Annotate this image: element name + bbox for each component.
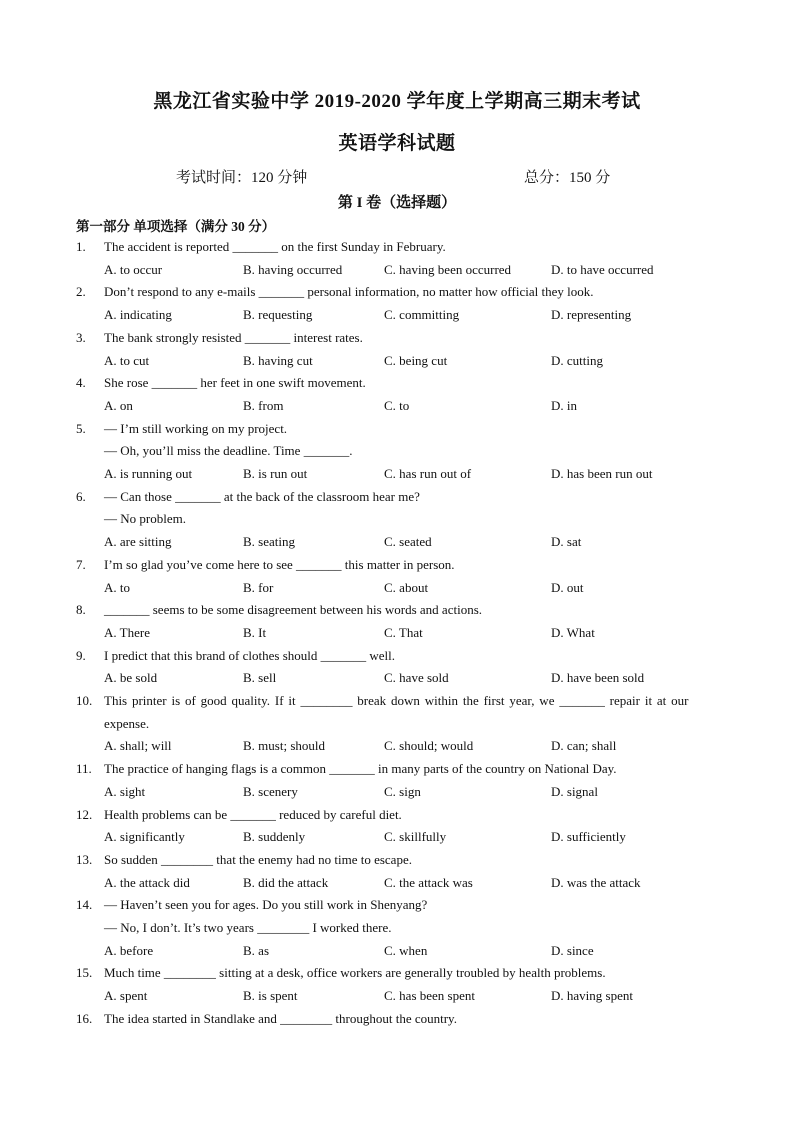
option-a: A. significantly	[104, 829, 185, 845]
question-text: This printer is of good quality. If it ________ break down within the first year, we _______ repair it at our	[104, 693, 689, 708]
question-text: — Can those _______ at the back of the classroom hear me?	[104, 488, 420, 504]
option-b: B. from	[243, 397, 284, 413]
question-text: The idea started in Standlake and ________ throughout the country.	[104, 1010, 457, 1026]
option-d: D. What	[551, 624, 595, 640]
option-b: B. is spent	[243, 988, 298, 1004]
option-b: B. must; should	[243, 738, 325, 754]
option-d: D. was the attack	[551, 874, 641, 890]
option-d: D. cutting	[551, 352, 603, 368]
option-c: C. That	[384, 624, 423, 640]
option-c: C. has been spent	[384, 988, 475, 1004]
option-a: A. is running out	[104, 466, 193, 481]
option-c: C. to	[384, 397, 410, 413]
exam-title: 黑龙江省实验中学 2019-2020 学年度上学期高三期末考试	[153, 91, 641, 112]
option-b: B. having cut	[243, 352, 313, 368]
question-text: — No problem.	[104, 511, 186, 527]
exam-subtitle: 英语学科试题	[338, 133, 456, 154]
option-c: C. have sold	[384, 670, 449, 686]
option-a: A. indicating	[104, 307, 172, 323]
question-text: I’m so glad you’ve come here to see _______ this matter in person.	[104, 556, 455, 572]
option-d: D. sat	[551, 534, 582, 550]
question-text: expense.	[104, 715, 150, 731]
question-text: — No, I don’t. It’s two years ________ I worked there.	[104, 920, 392, 935]
option-c: C. has run out of	[384, 466, 472, 481]
exam-total-score: 总分：150 分	[524, 170, 611, 186]
option-d: D. since	[551, 942, 594, 958]
question-text: So sudden ________ that the enemy had no time to escape.	[104, 851, 412, 867]
question-text: The practice of hanging flags is a common _______ in many parts of the country on National Day.	[104, 761, 617, 777]
option-a: A. the attack did	[104, 874, 190, 890]
option-b: B. It	[243, 624, 267, 640]
option-c: C. when	[384, 942, 428, 958]
question-number: 12.	[76, 806, 93, 822]
option-c: C. being cut	[384, 352, 448, 368]
question-number: 9.	[76, 647, 86, 663]
question-text: _______ seems to be some disagreement between his words and actions.	[104, 602, 482, 618]
question-number: 13.	[76, 851, 93, 867]
volume-heading: 第 I 卷（选择题）	[337, 195, 457, 211]
question-number: 2.	[76, 284, 86, 300]
option-d: D. signal	[551, 783, 598, 799]
option-d: D. to have occurred	[551, 261, 654, 277]
option-d: D. representing	[551, 307, 632, 323]
question-text: Much time ________ sitting at a desk, office workers are generally troubled by health problems.	[104, 965, 606, 981]
option-c: C. the attack was	[384, 874, 473, 890]
option-c: C. seated	[384, 534, 432, 550]
question-text: Don’t respond to any e-mails _______ personal information, no matter how official they look.	[104, 284, 594, 300]
question-number: 16.	[76, 1010, 93, 1026]
option-a: A. spent	[104, 988, 148, 1004]
option-b: B. having occurred	[243, 261, 343, 277]
option-d: D. can; shall	[551, 738, 617, 754]
option-b: B. sell	[243, 670, 277, 686]
option-b: B. suddenly	[243, 829, 306, 845]
section-heading: 第一部分 单项选择（满分 30 分）	[76, 219, 276, 234]
option-b: B. scenery	[243, 783, 298, 799]
option-a: A. are sitting	[104, 534, 172, 550]
question-number: 3.	[76, 329, 86, 345]
exam-time: 考试时间：120 分钟	[176, 170, 308, 186]
option-a: A. sight	[104, 783, 146, 799]
option-a: A. on	[104, 397, 133, 413]
option-b: B. for	[243, 579, 274, 595]
question-number: 15.	[76, 965, 93, 981]
question-text: — I’m still working on my project.	[104, 420, 288, 436]
option-d: D. sufficiently	[551, 829, 626, 845]
question-text: — Haven’t seen you for ages. Do you still work in Shenyang?	[104, 897, 428, 913]
option-a: A. There	[104, 624, 150, 640]
option-a: A. to occur	[104, 261, 163, 277]
question-number: 5.	[76, 420, 86, 436]
option-a: A. to	[104, 579, 130, 595]
option-c: C. about	[384, 579, 429, 595]
option-a: A. shall; will	[104, 738, 172, 754]
option-a: A. before	[104, 942, 154, 958]
question-text: I predict that this brand of clothes should _______ well.	[104, 647, 396, 663]
option-c: C. sign	[384, 783, 421, 799]
option-b: B. is run out	[243, 466, 308, 481]
option-b: B. requesting	[243, 307, 313, 323]
question-text: The accident is reported _______ on the first Sunday in February.	[104, 239, 446, 254]
option-b: B. as	[243, 942, 269, 958]
option-c: C. skillfully	[384, 829, 447, 845]
question-number: 11.	[76, 761, 92, 777]
question-number: 4.	[76, 375, 86, 391]
option-c: C. having been occurred	[384, 261, 512, 277]
question-number: 6.	[76, 488, 86, 504]
question-text: Health problems can be _______ reduced by careful diet.	[104, 806, 402, 822]
question-number: 7.	[76, 556, 86, 572]
option-c: C. committing	[384, 307, 460, 323]
question-number: 1.	[76, 239, 86, 254]
option-b: B. seating	[243, 534, 295, 550]
question-text: She rose _______ her feet in one swift movement.	[104, 375, 366, 391]
option-b: B. did the attack	[243, 874, 329, 890]
option-c: C. should; would	[384, 738, 474, 754]
question-number: 10.	[76, 693, 93, 708]
option-d: D. have been sold	[551, 670, 645, 686]
question-number: 8.	[76, 602, 86, 618]
option-d: D. in	[551, 397, 577, 413]
option-a: A. to cut	[104, 352, 150, 368]
option-d: D. having spent	[551, 988, 633, 1004]
option-d: D. out	[551, 579, 584, 595]
question-text: The bank strongly resisted _______ interest rates.	[104, 329, 363, 345]
option-a: A. be sold	[104, 670, 158, 686]
question-text: — Oh, you’ll miss the deadline. Time _______.	[104, 443, 353, 459]
question-number: 14.	[76, 897, 93, 913]
option-d: D. has been run out	[551, 466, 653, 481]
